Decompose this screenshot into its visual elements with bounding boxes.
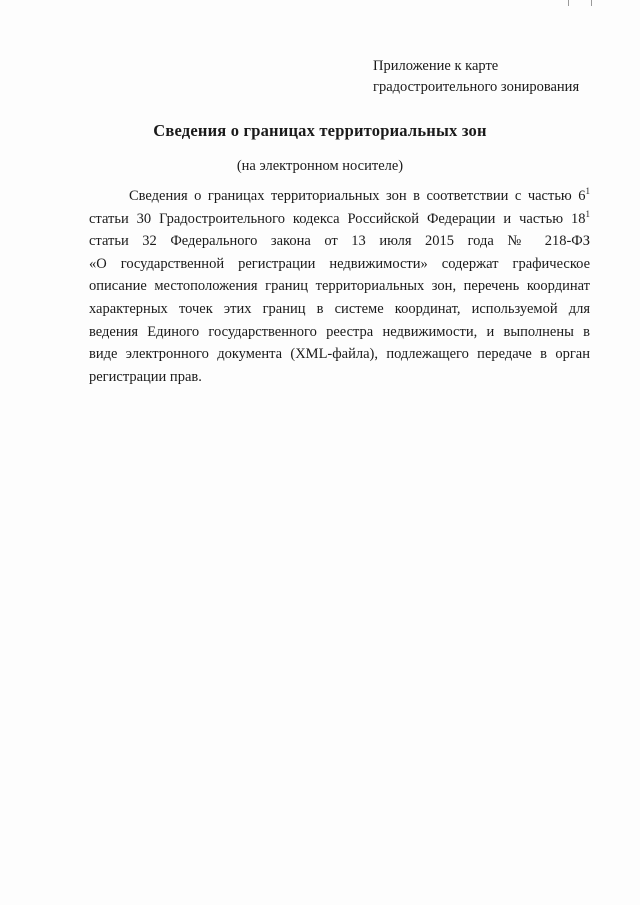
body-line-2 — [89, 208, 590, 231]
superscript-2: 1 — [585, 208, 590, 219]
superscript-1: 1 — [585, 186, 590, 196]
scan-corner-mark — [568, 0, 592, 6]
body-line-2-text: статьи 30 Градостроительного кодекса Российской Федерации и частью 18 — [89, 210, 586, 227]
body-line-8: виде электронного документа (XML-файла), подлежащего передаче в орган — [89, 346, 590, 363]
document-subtitle: (на электронном носителе) — [236, 158, 404, 174]
body-line-9: регистрации прав. — [89, 368, 202, 385]
annex-note — [373, 56, 579, 98]
body-line-4: «О государственной регистрации недвижимости» содержат графическое — [89, 255, 590, 272]
annex-line-1: Приложение к карте — [373, 58, 499, 74]
body-line-7: ведения Единого государственного реестра недвижимости, и выполнены в — [89, 323, 590, 340]
body-paragraph — [89, 185, 590, 388]
body-line-6: характерных точек этих границ в системе координат, используемой для — [89, 300, 590, 317]
body-line-1-text: Сведения о границах территориальных зон в соответствии с частью 6 — [129, 188, 586, 204]
annex-line-2: градостроительного зонирования — [373, 79, 580, 95]
body-line-3: статьи 32 Федерального закона от 13 июля 2015 года № 218-ФЗ — [89, 233, 590, 250]
document-title: Сведения о границах территориальных зон — [153, 121, 487, 140]
body-line-5: описание местоположения границ территориальных зон, перечень координат — [89, 278, 590, 295]
body-line-1 — [89, 185, 590, 208]
